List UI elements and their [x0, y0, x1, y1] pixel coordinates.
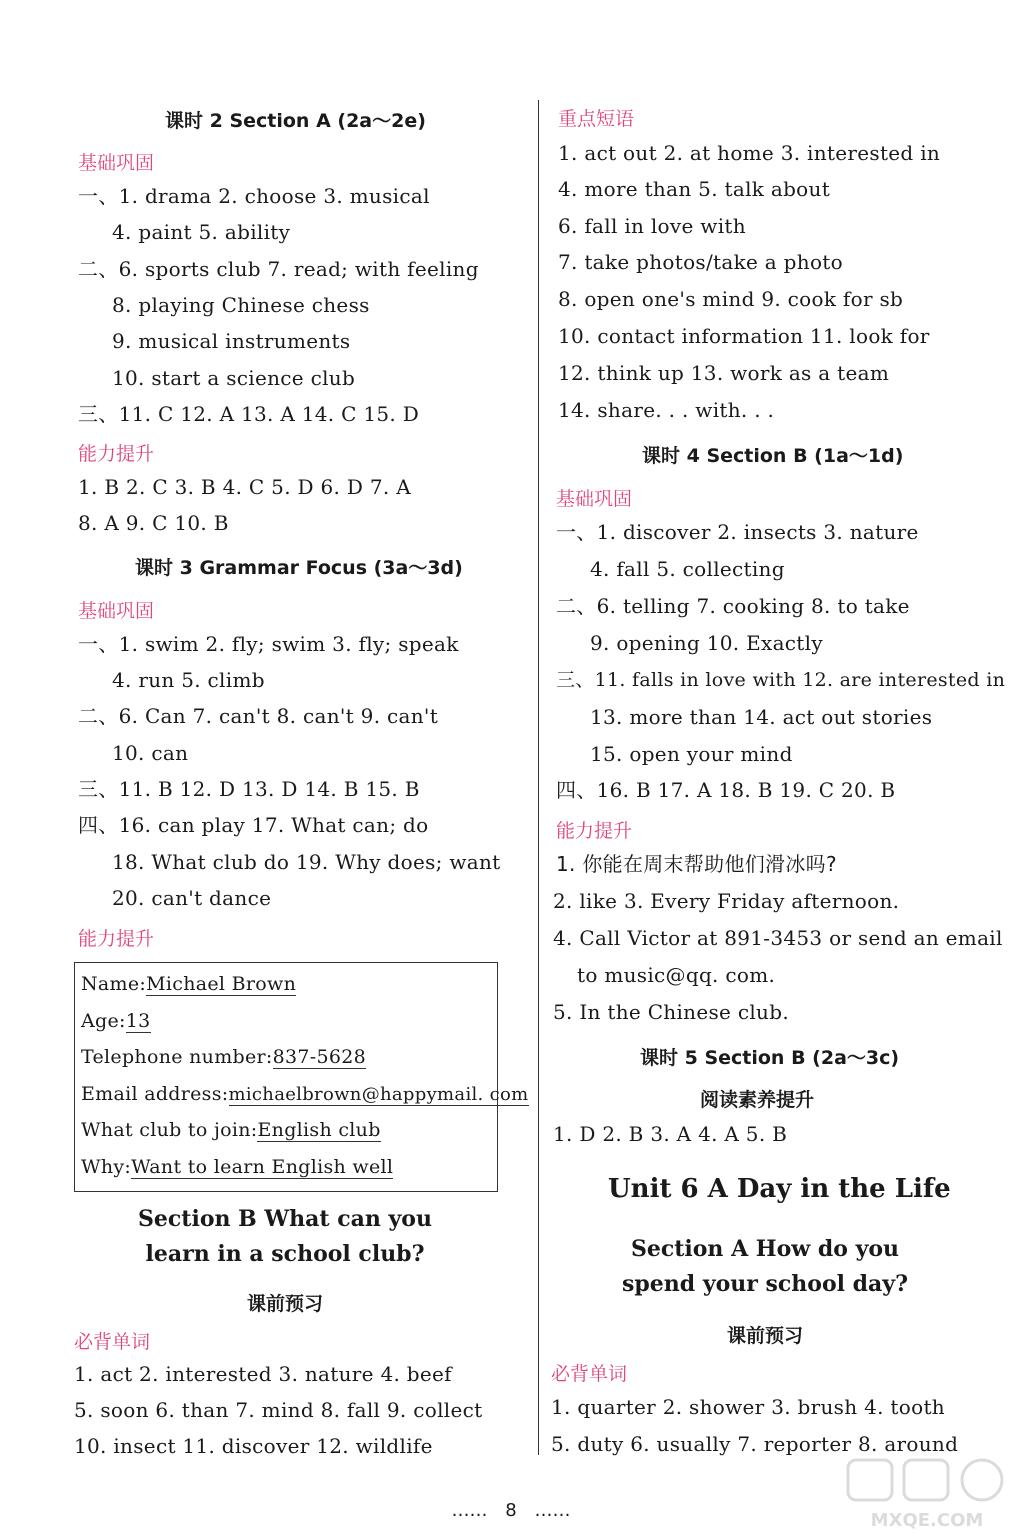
sectionA-title: Section A How do you	[630, 1236, 900, 1262]
age-value: 13	[125, 1010, 151, 1032]
why-label: Why:	[81, 1156, 132, 1178]
answer-line: 二、6. sports club 7. read; with feeling	[78, 257, 479, 281]
answer-line: 一、1. swim 2. fly; swim 3. fly; speak	[78, 632, 459, 656]
answer-line: 1. B 2. C 3. B 4. C 5. D 6. D 7. A	[78, 475, 411, 499]
column-divider	[538, 100, 539, 1455]
page-number-value: 8	[505, 1500, 517, 1521]
answer-line: 10. start a science club	[112, 366, 356, 390]
sectionB-title: learn in a school club?	[145, 1241, 425, 1267]
club-label: What club to join:	[81, 1119, 258, 1141]
phrase-line: 10. contact information 11. look for	[558, 324, 930, 348]
answer-line: to music@qq. com.	[577, 963, 776, 987]
word-line: 1. act 2. interested 3. nature 4. beef	[74, 1362, 452, 1386]
preview-heading: 课前预习	[246, 1293, 323, 1315]
answer-line: 4. paint 5. ability	[112, 220, 291, 244]
phrases-heading: 重点短语	[558, 108, 635, 130]
dots-left: ……	[451, 1500, 488, 1521]
basics-heading: 基础巩固	[78, 600, 155, 622]
answer-line: 三、11. falls in love with 12. are interested in	[556, 669, 1006, 691]
answer-line: 9. musical instruments	[112, 329, 351, 353]
name-value: Michael Brown	[146, 973, 297, 995]
answer-line: 18. What club do 19. Why does; want	[112, 850, 501, 874]
why-row	[81, 1154, 393, 1180]
word-line: 5. soon 6. than 7. mind 8. fall 9. collect	[74, 1398, 483, 1422]
word-line: 10. insect 11. discover 12. wildlife	[74, 1434, 433, 1458]
sectionA-title: spend your school day?	[622, 1271, 908, 1297]
phrase-line: 8. open one's mind 9. cook for sb	[558, 287, 904, 311]
sectionB-title: Section B What can you	[138, 1206, 432, 1232]
lesson2-title: 课时 2 Section A (2a～2e)	[165, 110, 426, 132]
ability-heading: 能力提升	[78, 443, 155, 465]
reading-heading: 阅读素养提升	[700, 1089, 815, 1111]
answer-line: 二、6. Can 7. can't 8. can't 9. can't	[78, 704, 439, 728]
why-value: Want to learn English well	[131, 1156, 394, 1178]
answer-line: 一、1. discover 2. insects 3. nature	[556, 520, 919, 544]
answer-line: 9. opening 10. Exactly	[590, 631, 823, 655]
lesson4-title: 课时 4 Section B (1a～1d)	[642, 445, 904, 467]
answer-line: 一、1. drama 2. choose 3. musical	[78, 184, 430, 208]
answer-line: 1. D 2. B 3. A 4. A 5. B	[553, 1122, 788, 1146]
info-card	[74, 962, 529, 1192]
answer-line: 15. open your mind	[590, 742, 793, 766]
phrase-line: 6. fall in love with	[558, 214, 746, 238]
email-value: michaelbrown@happymail. com	[228, 1084, 529, 1105]
word-line: 1. quarter 2. shower 3. brush 4. tooth	[551, 1395, 945, 1419]
answer-line: 2. like 3. Every Friday afternoon.	[553, 889, 900, 913]
answer-line: 4. run 5. climb	[112, 668, 265, 692]
name-label: Name:	[81, 973, 147, 995]
age-label: Age:	[81, 1010, 126, 1032]
tel-row	[81, 1044, 366, 1070]
basics-heading: 基础巩固	[78, 152, 155, 174]
lesson5-title: 课时 5 Section B (2a～3c)	[640, 1047, 900, 1069]
dots-right: ……	[534, 1500, 571, 1521]
basics-heading: 基础巩固	[556, 488, 633, 510]
answer-line: 1. 你能在周末帮助他们滑冰吗?	[556, 852, 837, 876]
phrase-line: 1. act out 2. at home 3. interested in	[558, 141, 941, 165]
answer-line: 13. more than 14. act out stories	[590, 705, 933, 729]
answer-line: 8. A 9. C 10. B	[78, 511, 229, 535]
tel-label: Telephone number:	[81, 1046, 273, 1068]
answer-line: 四、16. can play 17. What can; do	[78, 813, 429, 837]
club-value: English club	[257, 1119, 381, 1141]
answer-line: 10. can	[112, 741, 189, 765]
answer-line: 20. can't dance	[112, 886, 272, 910]
phrase-line: 14. share. . . with. . .	[558, 398, 775, 422]
phrase-line: 12. think up 13. work as a team	[558, 361, 890, 385]
lesson3-title: 课时 3 Grammar Focus (3a～3d)	[135, 557, 463, 579]
tel-value: 837-5628	[272, 1046, 367, 1068]
words-heading: 必背单词	[74, 1331, 151, 1353]
answer-line: 4. Call Victor at 891-3453 or send an email	[553, 926, 1003, 950]
watermark-logo	[842, 1456, 1012, 1532]
preview-heading: 课前预习	[726, 1325, 803, 1347]
ability-heading: 能力提升	[78, 928, 155, 950]
answer-line: 4. fall 5. collecting	[590, 557, 785, 581]
answer-line: 四、16. B 17. A 18. B 19. C 20. B	[556, 778, 896, 802]
word-line: 5. duty 6. usually 7. reporter 8. around	[551, 1432, 959, 1456]
answer-line: 二、6. telling 7. cooking 8. to take	[556, 594, 910, 618]
email-label: Email address:	[81, 1083, 229, 1105]
answer-line: 三、11. B 12. D 13. D 14. B 15. B	[78, 777, 420, 801]
answer-line: 5. In the Chinese club.	[553, 1000, 789, 1024]
age-row	[81, 1008, 151, 1034]
unit-title: Unit 6 A Day in the Life	[608, 1174, 951, 1204]
club-row	[81, 1117, 381, 1143]
answer-line: 三、11. C 12. A 13. A 14. C 15. D	[78, 402, 420, 426]
email-row	[81, 1081, 529, 1108]
svg-text:MXQE.COM: MXQE.COM	[870, 1510, 984, 1531]
words-heading: 必背单词	[551, 1363, 628, 1385]
phrase-line: 4. more than 5. talk about	[558, 177, 831, 201]
answer-line: 8. playing Chinese chess	[112, 293, 370, 317]
ability-heading: 能力提升	[556, 820, 633, 842]
name-row	[81, 971, 296, 997]
phrase-line: 7. take photos/take a photo	[558, 250, 843, 274]
